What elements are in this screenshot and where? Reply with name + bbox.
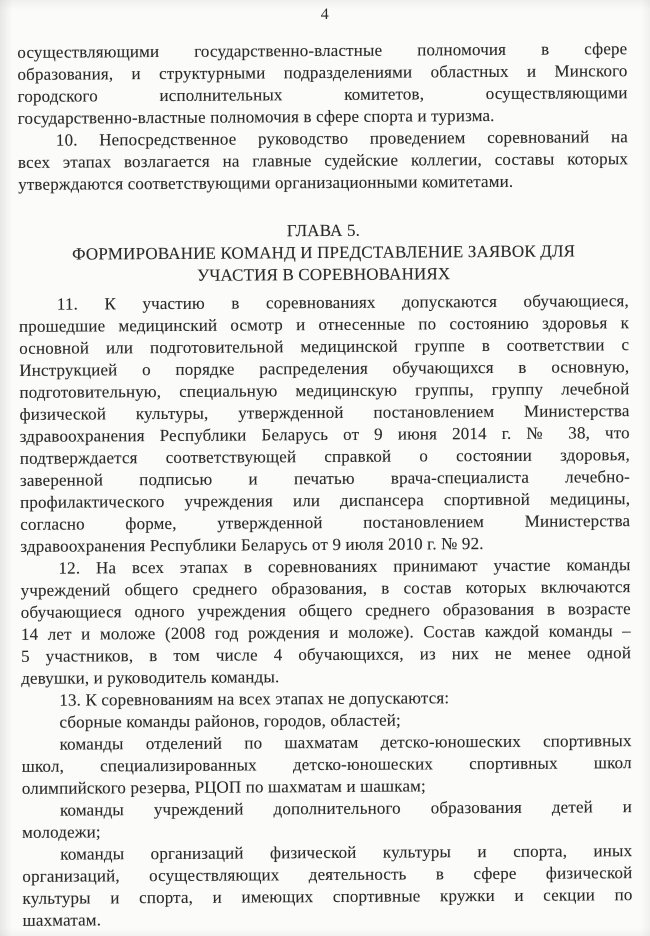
chapter-heading: [18, 218, 628, 288]
text-line: образования, и структурными подразделениями областных и Минского: [17, 61, 628, 84]
text-line: девушки, и руководитель команды.: [21, 667, 280, 688]
page-body: [17, 38, 632, 932]
text-line: сборные команды районов, городов, областей;: [59, 710, 401, 732]
text-line: учреждений общего среднего образования, в состав которых включаются: [20, 577, 631, 600]
text-line: команды организаций физической культуры и спорта, иных: [60, 841, 633, 864]
text-line: 12. На всех этапах в соревнованиях принимают участие команды: [58, 555, 631, 578]
text-line: культуры и спорта, и имеющих спортивные кружки и секции по: [22, 885, 633, 908]
paragraph: [22, 730, 632, 800]
paragraph: [17, 38, 628, 130]
text-line: команды учреждений дополнительного образования детей и: [59, 797, 633, 820]
text-line: государственно-властные полномочия в сфере спорта и туризма.: [17, 105, 495, 128]
heading-line: ФОРМИРОВАНИЕ КОМАНД И ПРЕДСТАВЛЕНИЕ ЗАЯВОК ДЛЯ: [72, 241, 576, 264]
text-line: молодежи;: [22, 822, 101, 842]
paragraph: [22, 840, 633, 932]
text-line: 11. К участию в соревнованиях допускаются обучающиеся,: [56, 291, 629, 314]
paragraph: [19, 290, 631, 558]
text-line: заверенной подписью и печатью врача-специалиста лечебно-: [19, 467, 631, 490]
paragraph: [18, 126, 628, 196]
text-line: команды отделений по шахматам детско-юношеских спортивных: [59, 731, 632, 754]
text-line: обучающиеся одного учреждения общего среднего образования в возрасте: [20, 599, 631, 622]
text-line: подтверждается соответствующей справкой о состоянии здоровья,: [19, 445, 630, 468]
text-line: осуществляющими государственно-властные полномочия в сфере: [17, 39, 628, 62]
text-line: 5 участников, в том числе 4 обучающихся, из них не менее одной: [20, 643, 632, 666]
text-line: прошедшие медицинский осмотр и отнесенные по состоянию здоровья к: [18, 313, 630, 336]
text-line: согласно форме, утвержденной постановлением Министерства: [20, 511, 631, 534]
heading-line: ГЛАВА 5.: [286, 220, 361, 241]
page-number: 4: [320, 6, 330, 23]
text-line: олимпийского резерва, РЦОП по шахматам и шашкам;: [21, 776, 426, 798]
text-line: школ, специализированных детско-юношеских спортивных школ: [21, 753, 632, 776]
paragraph: [20, 554, 631, 690]
text-line: всех этапах возлагается на главные судейские коллегии, составы которых: [17, 149, 629, 172]
text-line: городского исполнительных комитетов, осуществляющими: [17, 83, 628, 106]
text-line: утверждаются соответствующими организационными комитетами.: [18, 171, 514, 194]
text-line: профилактического учреждения или диспансера спортивной медицины,: [20, 489, 631, 512]
text-line: здравоохранения Республики Беларусь от 9 июня 2014 г. № 38, что: [19, 423, 630, 446]
text-line: 14 лет и моложе (2008 год рождения и моложе). Состав каждой команды –: [20, 621, 631, 644]
text-line: Инструкцией о порядке распределения обучающихся в основную,: [19, 357, 630, 380]
text-line: физической культуры, утвержденной постановлением Министерства: [19, 401, 630, 424]
text-line: шахматам.: [22, 910, 102, 930]
text-line: 10. Непосредственное руководство проведением соревнований на: [55, 127, 628, 150]
text-line: основной или подготовительной медицинской группе в соответствии с: [19, 335, 630, 358]
text-line: организаций, осуществляющих деятельность в сфере физической: [22, 863, 633, 886]
text-line: 13. К соревнованиям на всех этапах не допускаются:: [59, 688, 450, 710]
paragraph: [22, 796, 632, 844]
text-line: подготовительную, специальную медицинскую группы, группу лечебной: [19, 379, 630, 402]
text-line: здравоохранения Республики Беларусь от 9 июля 2010 г. № 92.: [20, 534, 484, 556]
heading-line: УЧАСТИЯ В СОРЕВНОВАНИЯХ: [197, 264, 451, 285]
